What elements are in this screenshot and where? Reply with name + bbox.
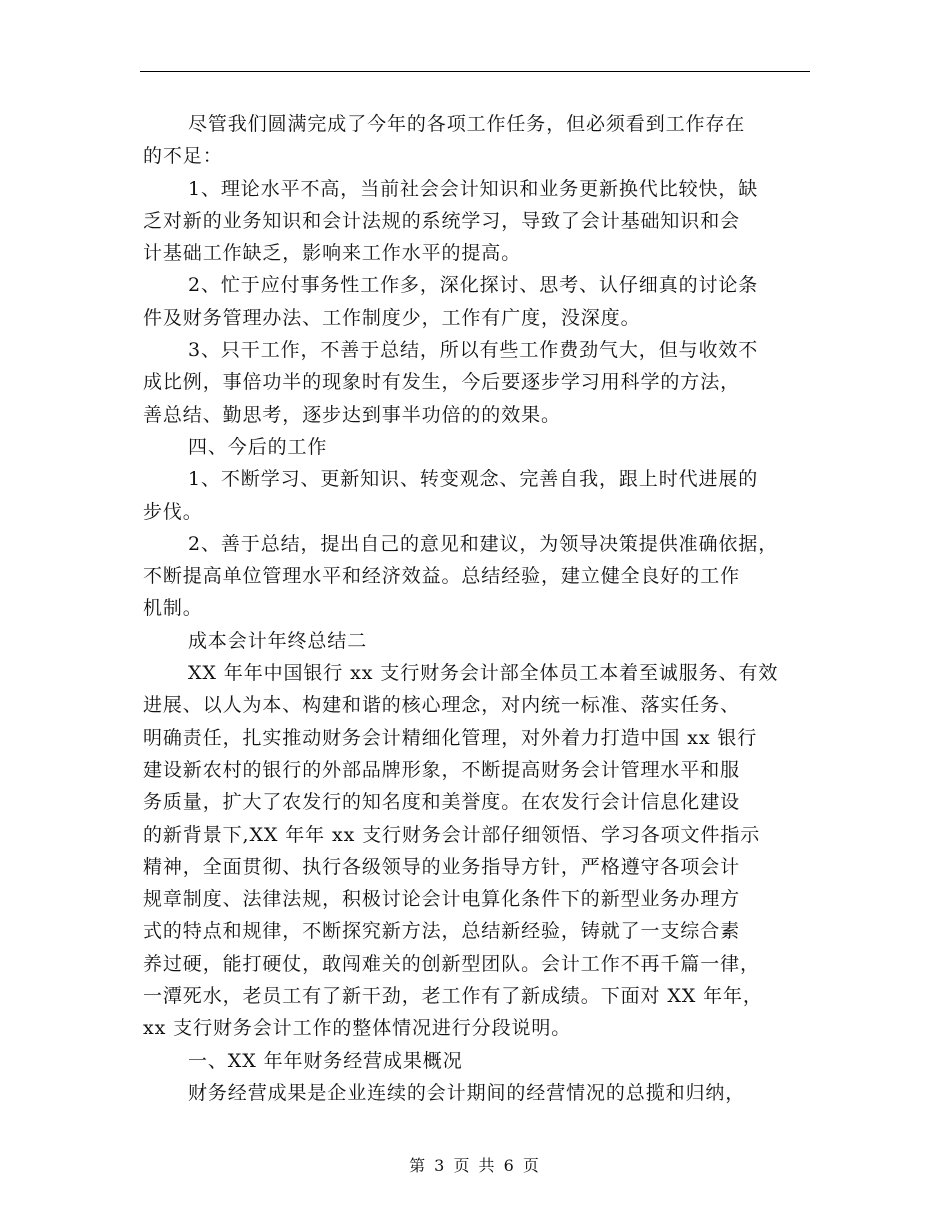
text-line: 务质量，扩大了农发行的知名度和美誉度。在农发行会计信息化建设	[143, 791, 741, 814]
text-line: 件及财务管理办法、工作制度少，工作有广度，没深度。	[143, 306, 641, 329]
text-line: 的新背景下,XX 年年 xx 支行财务会计部仔细领悟、学习各项文件指示	[143, 823, 761, 846]
text-line: 3、只干工作，不善于总结，所以有些工作费劲气大，但与收效不	[188, 339, 759, 362]
text-line: 一潭死水，老员工有了新干劲，老工作有了新成绩。下面对 XX 年年，	[143, 985, 763, 1008]
text-line: 成比例，事倍功半的现象时有发生，今后要逐步学习用科学的方法，	[143, 371, 741, 394]
body-text	[143, 108, 810, 1109]
text-line: 明确责任，扎实推动财务会计精细化管理，对外着力打造中国 xx 银行	[143, 726, 758, 749]
text-line: 的不足：	[143, 145, 223, 168]
text-line: 财务经营成果是企业连续的会计期间的经营情况的总揽和归纳，	[188, 1081, 746, 1104]
text-line: 2、善于总结，提出自己的意见和建议，为领导决策提供准确依据，	[188, 532, 779, 555]
text-line: 步伐。	[143, 500, 203, 523]
text-line: 式的特点和规律，不断探究新方法，总结新经验，铸就了一支综合素	[143, 920, 741, 943]
text-line: 四、今后的工作	[188, 435, 328, 458]
text-line: 建设新农村的银行的外部品牌形象，不断提高财务会计管理水平和服	[143, 758, 741, 781]
text-line: 不断提高单位管理水平和经济效益。总结经验，建立健全良好的工作	[143, 565, 741, 588]
text-line: 2、忙于应付事务性工作多，深化探讨、思考、认仔细真的讨论条	[188, 274, 759, 297]
text-line: 善总结、勤思考，逐步达到事半功倍的的效果。	[143, 403, 561, 426]
text-line: 尽管我们圆满完成了今年的各项工作任务，但必须看到工作存在	[188, 113, 746, 135]
text-line: 精神，全面贯彻、执行各级领导的业务指导方针，严格遵守各项会计	[143, 855, 741, 878]
text-line: 一、XX 年年财务经营成果概况	[188, 1049, 463, 1072]
text-line: xx 支行财务会计工作的整体情况进行分段说明。	[143, 1017, 572, 1040]
page-footer: 第 3 页 共 6 页	[409, 1156, 541, 1175]
text-line: 乏对新的业务知识和会计法规的系统学习，导致了会计基础知识和会	[143, 209, 741, 232]
header-rule	[140, 71, 810, 72]
text-line: 1、理论水平不高，当前社会会计知识和业务更新换代比较快，缺	[188, 177, 759, 200]
text-line: 进展、以人为本、构建和谐的核心理念，对内统一标准、落实任务、	[143, 694, 741, 717]
text-line: 1、不断学习、更新知识、转变观念、完善自我，跟上时代进展的	[188, 468, 759, 491]
text-line: 规章制度、法律法规，积极讨论会计电算化条件下的新型业务办理方	[143, 888, 741, 911]
text-line: 计基础工作缺乏，影响来工作水平的提高。	[143, 242, 522, 265]
text-line: 养过硬，能打硬仗，敢闯难关的创新型团队。会计工作不再千篇一律，	[143, 952, 760, 975]
text-line: XX 年年中国银行 xx 支行财务会计部全体员工本着至诚服务、有效	[188, 662, 779, 685]
text-line: 机制。	[143, 597, 203, 620]
text-line: 成本会计年终总结二	[188, 629, 368, 652]
